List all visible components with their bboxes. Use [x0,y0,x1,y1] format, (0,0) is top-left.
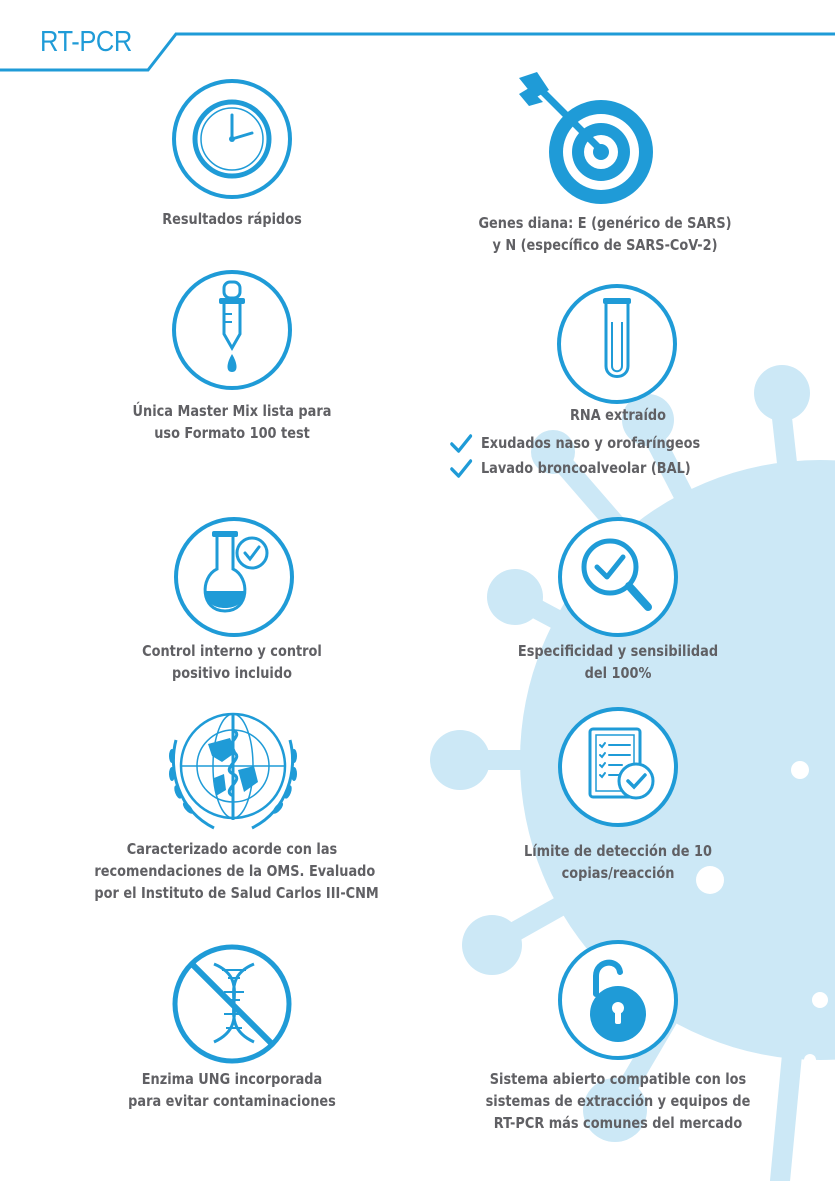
checklist-icon [556,705,680,829]
rna-caption: RNA extraído [569,406,667,424]
page-title: RT-PCR [40,26,132,58]
test-tube-icon [555,282,679,406]
master-mix-caption: Única Master Mix lista para uso Formato 100 test [132,402,332,442]
dropper-icon [170,268,294,392]
target-icon [515,68,655,208]
controls-caption: Control interno y control positivo incluido [142,642,322,682]
list-item: Lavado broncoalveolar (BAL) [450,456,700,481]
ung-caption: Enzima UNG incorporada para evitar contaminaciones [128,1070,336,1110]
who-caption: Caracterizado acorde con las recomendaciones de la OMS. Evaluado por el Instituto de Salud Carlos III-CNM [94,840,379,902]
open-system-caption: Sistema abierto compatible con los sistemas de extracción y equipos de RT-PCR más comunes del mercado [485,1070,751,1132]
no-dna-icon [170,942,294,1066]
clock-icon [170,77,294,201]
target-genes-caption: Genes diana: E (genérico de SARS) y N (específico de SARS-CoV-2) [478,214,732,254]
specificity-caption: Especificidad y sensibilidad del 100% [517,642,719,682]
who-emblem-icon [158,700,308,840]
detection-limit-caption: Límite de detección de 10 copias/reacción [524,842,712,882]
sample-type-list [450,431,700,481]
checkmark-icon [450,459,472,479]
flask-check-icon [172,515,296,639]
magnifier-check-icon [556,515,680,639]
list-item: Exudados naso y orofaríngeos [450,431,700,456]
checkmark-icon [450,434,472,454]
open-lock-icon [556,938,680,1062]
rapid-results-caption: Resultados rápidos [162,210,302,228]
